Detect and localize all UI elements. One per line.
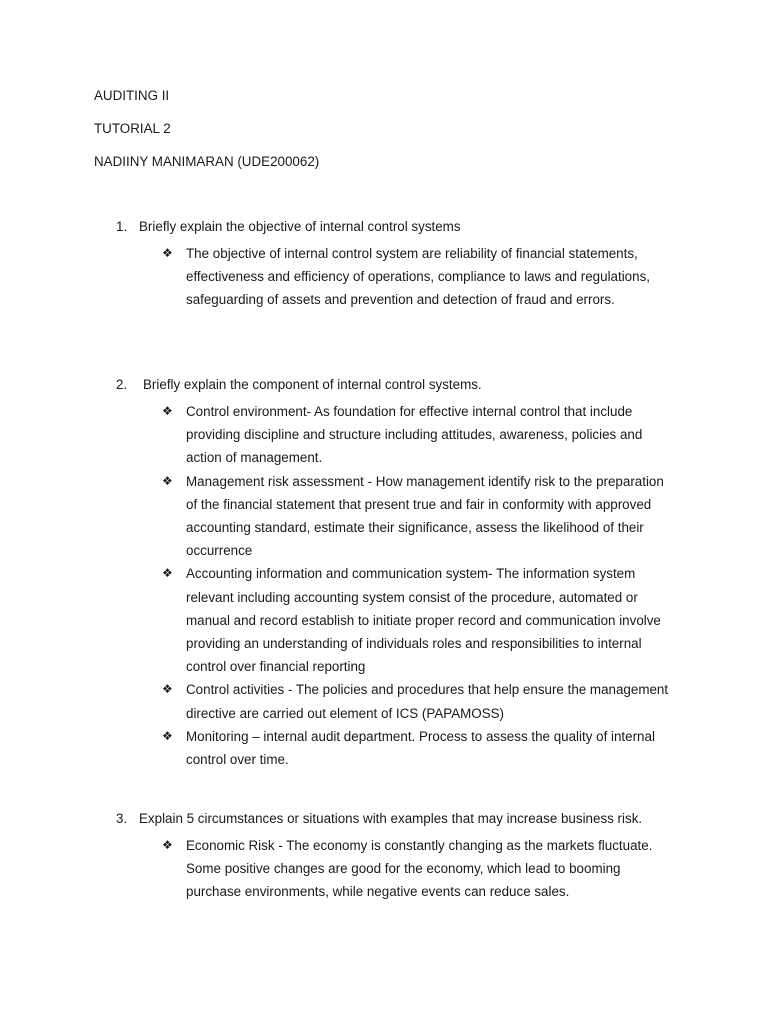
diamond-bullet-icon: ❖ bbox=[162, 838, 173, 852]
question-heading bbox=[0, 377, 768, 400]
question-3 bbox=[0, 811, 768, 904]
answer-text: Control activities - The policies and procedures that help ensure the management directive are carried out element of ICS (PAPAMOSS) bbox=[186, 682, 669, 721]
question-text: Briefly explain the objective of internal control systems bbox=[139, 219, 461, 234]
question-number: 2. bbox=[116, 377, 128, 392]
answer-text: Monitoring – internal audit department. Process to assess the quality of internal control over time. bbox=[186, 728, 655, 768]
answer-item bbox=[0, 678, 678, 724]
question-2 bbox=[0, 377, 768, 771]
answer-item bbox=[0, 400, 678, 470]
diamond-bullet-icon: ❖ bbox=[162, 728, 173, 743]
answer-text: Accounting information and communication system- The information system relevant including accounting system consist of the procedure, automated or manual and record establish to initiate proper record and communication involve providing an understanding of individuals roles and responsibilities to internal control over financial reporting bbox=[186, 566, 661, 675]
student-name: NADIINY MANIMARAN (UDE200062) bbox=[94, 154, 320, 169]
answer-item bbox=[0, 725, 678, 771]
question-heading bbox=[0, 811, 768, 834]
question-number: 1. bbox=[116, 219, 128, 234]
diamond-bullet-icon: ❖ bbox=[162, 246, 173, 260]
question-heading bbox=[0, 219, 768, 242]
answer-text: The objective of internal control system are reliability of financial statements, effectiveness and efficiency of operations, compliance to laws and regulations, safeguarding of assets and prevention and detection of fraud and errors. bbox=[186, 246, 650, 308]
question-number: 3. bbox=[116, 811, 128, 826]
answer-text: Management risk assessment - How management identify risk to the preparation of the financial statement that present true and fair in conformity with approved accounting standard, estimate their significance, assess the likelihood of their occurrence bbox=[186, 473, 664, 559]
answer-text: Economic Risk - The economy is constantly changing as the markets fluctuate. Some positive changes are good for the economy, which lead to booming purchase environments, while negative events can reduce sales. bbox=[186, 838, 653, 900]
question-text: Briefly explain the component of internal control systems. bbox=[143, 377, 482, 392]
diamond-bullet-icon: ❖ bbox=[162, 473, 173, 488]
diamond-bullet-icon: ❖ bbox=[162, 682, 173, 697]
answer-item bbox=[0, 834, 678, 904]
diamond-bullet-icon: ❖ bbox=[162, 404, 173, 418]
answer-item bbox=[0, 242, 678, 312]
diamond-bullet-icon: ❖ bbox=[162, 566, 173, 581]
tutorial-label: TUTORIAL 2 bbox=[94, 121, 171, 136]
question-text: Explain 5 circumstances or situations with examples that may increase business risk. bbox=[139, 811, 643, 826]
answer-list bbox=[0, 834, 768, 904]
answer-item bbox=[0, 562, 678, 678]
answer-text: Control environment- As foundation for effective internal control that include providing discipline and structure including attitudes, awareness, policies and action of management. bbox=[186, 404, 643, 466]
answer-list bbox=[0, 400, 768, 771]
answer-list bbox=[0, 242, 768, 312]
answer-item bbox=[0, 470, 678, 563]
question-1 bbox=[0, 219, 768, 312]
course-title: AUDITING II bbox=[94, 88, 170, 103]
